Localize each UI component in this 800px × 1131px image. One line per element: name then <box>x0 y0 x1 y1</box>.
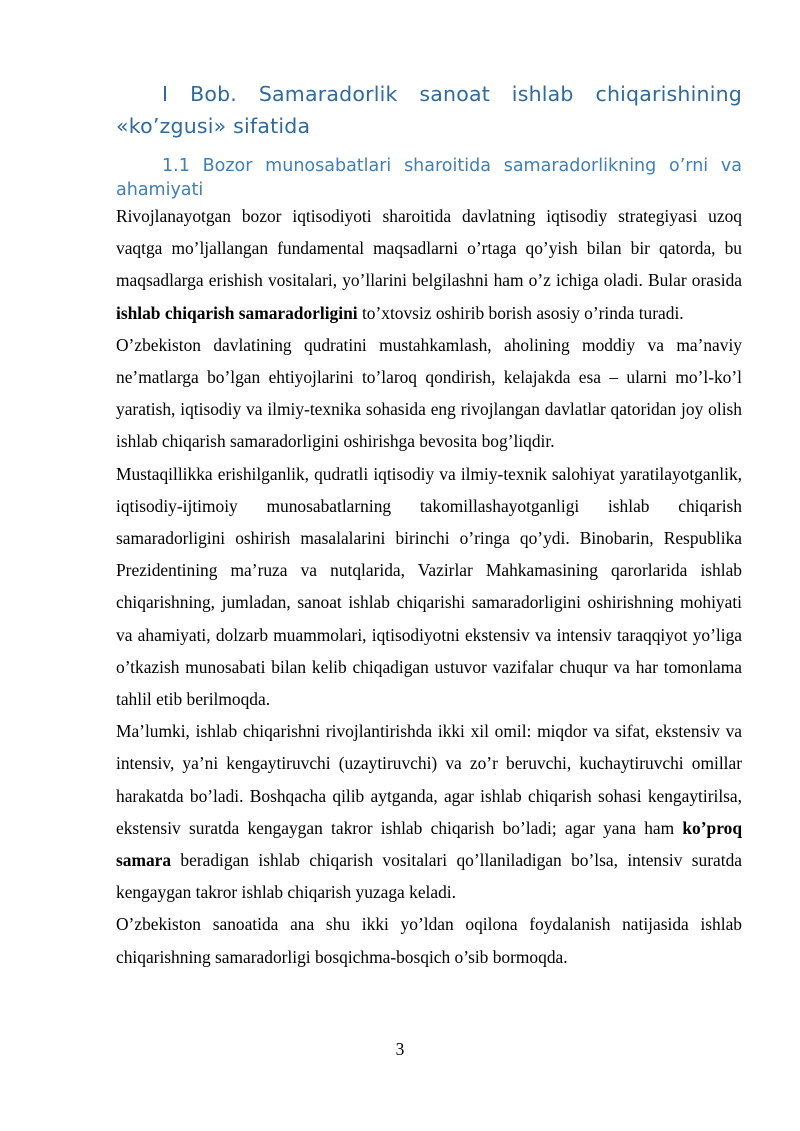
paragraph-1 <box>116 200 742 329</box>
page-number: 3 <box>395 1039 405 1059</box>
paragraph-4-text-start: Ma’lumki, ishlab chiqarishni rivojlantirishda ikki xil omil: miqdor va sifat, ekstensiv va intensiv, ya’ni kengaytiruvchi (uzaytiruvchi) va zo’r beruvchi, kuchaytiruvchi omillar harakatda bo’ladi. Boshqacha qilib aytganda, agar ishlab chiqarish sohasi kengaytirilsa, ekstensiv suratda kengaygan takror ishlab chiqarish bo’ladi; agar yana ham <box>116 721 742 838</box>
chapter-heading: I Bob. Samaradorlik sanoat ishlab chiqarishining «ko’zgusi» sifatida <box>116 82 742 138</box>
paragraph-1-text-start: Rivojlanayotgan bozor iqtisodiyoti sharoitida davlatning iqtisodiy strategiyasi uzoq vaqtga mo’ljallangan fundamental maqsadlarni o’rtaga qo’yish bilan bir qatorda, bu maqsadlarga erishish vositalari, yo’llarini belgilashni ham o’z ichiga oladi. Bular orasida <box>116 206 742 291</box>
paragraph-2: O’zbekiston davlatining qudratini mustahkamlash, aholining moddiy va ma’naviy ne’matlarga bo’lgan ehtiyojlarini to’laroq qondirish, kelajakda esa – ularni mo’l-ko’l yaratish, iqtisodiy va ilmiy-texnika sohasida eng rivojlangan davlatlar qatoridan joy olish ishlab chiqarish samaradorligini oshirishga bevosita bog’liqdir. <box>116 334 742 452</box>
paragraph-4-text-end: beradigan ishlab chiqarish vositalari qo’llaniladigan bo’lsa, intensiv suratda kengaygan takror ishlab chiqarish yuzaga keladi. <box>116 850 742 903</box>
paragraph-3: Mustaqillikka erishilganlik, qudratli iqtisodiy va ilmiy-texnik salohiyat yaratilayotganlik, iqtisodiy-ijtimoiy munosabatlarning takomillashayotganligi ishlab chiqarish samaradorligini oshirish masalalarini birinchi o’ringa qo’ydi. Binobarin, Respublika Prezidentining ma’ruza va nutqlarida, Vazirlar Mahkamasining qarorlarida ishlab chiqarishning, jumladan, sanoat ishlab chiqarishi samaradorligini oshirishning mohiyati va ahamiyati, dolzarb muammolari, iqtisodiyotni ekstensiv va intensiv taraqqiyot yo’liga o’tkazish munosabati bilan kelib chiqadigan ustuvor vazifalar chuqur va har tomonlama tahlil etib berilmoqda. <box>116 463 742 710</box>
paragraph-4-bold-phrase: ko’proq samara <box>116 817 742 871</box>
paragraph-5: O’zbekiston sanoatida ana shu ikki yo’ldan oqilona foydalanish natijasida ishlab chiqarishning samaradorligi bosqichma-bosqich o’sib bormoqda. <box>116 914 742 967</box>
paragraph-4 <box>116 715 742 908</box>
section-heading: 1.1 Bozor munosabatlari sharoitida samaradorlikning o’rni va ahamiyati <box>116 156 742 200</box>
paragraph-1-bold-phrase: ishlab chiqarish samaradorligini <box>116 302 358 323</box>
paragraph-1-text-end: to’xtovsiz oshirib borish asosiy o’rinda turadi. <box>357 302 684 323</box>
body-text <box>116 200 742 973</box>
